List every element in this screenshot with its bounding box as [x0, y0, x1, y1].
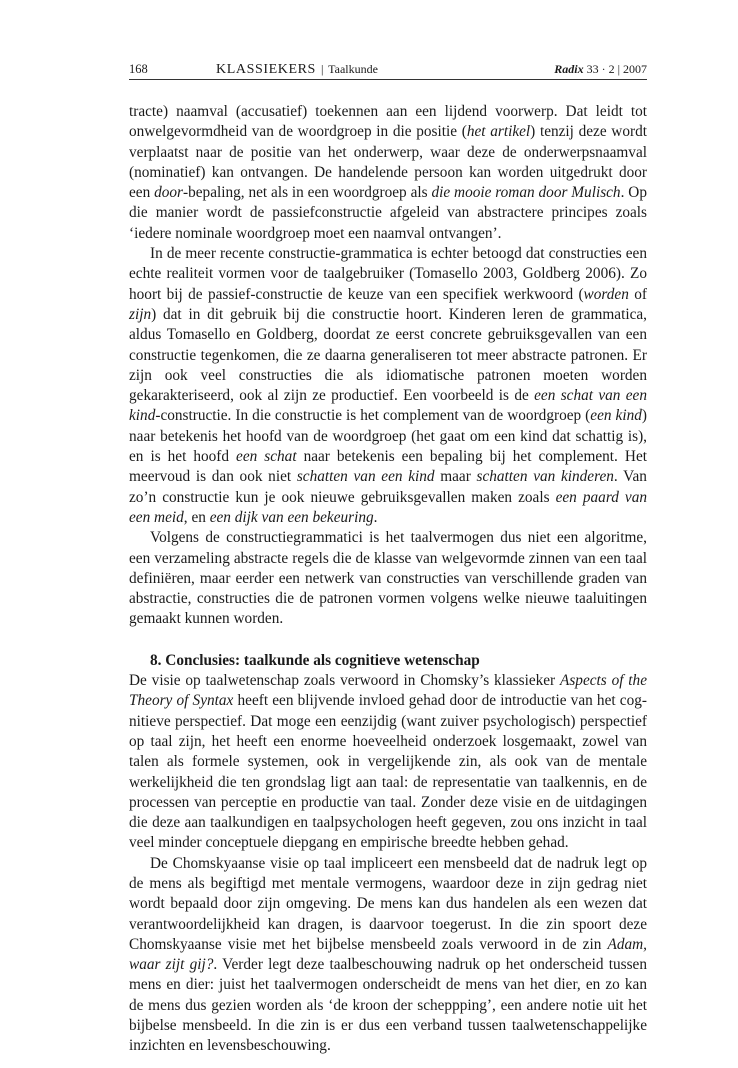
paragraph [129, 244, 647, 528]
journal-name: Radix [554, 62, 584, 76]
paragraph [129, 102, 647, 244]
italic-phrase: schatten van kinderen [476, 468, 614, 486]
section-heading: 8. Conclusies: taalkunde als cognitieve wetenschap [150, 651, 480, 669]
italic-phrase: Adam, waar zijt gij? [129, 935, 647, 974]
italic-phrase: het artikel [466, 123, 531, 141]
italic-phrase: een dijk van een bekeuring [209, 508, 374, 526]
section-label: Taalkunde [328, 62, 378, 76]
header-separator: | [320, 62, 324, 76]
paragraph [129, 854, 647, 1057]
text-run: of [628, 285, 647, 303]
italic-phrase: een schat [236, 448, 297, 466]
text-run: . [373, 508, 378, 526]
text-run: , en [183, 508, 210, 526]
text-run: tracte) naamval (accusatief) toekennen aan een lijdend voorwerp. Dat leidt tot onwelgevormdheid van de woordgroep in die positie ( [129, 103, 647, 141]
italic-phrase: zijn [129, 305, 152, 323]
italic-phrase: worden [583, 285, 629, 303]
text-run: De visie op taalwetenschap zoals verwoord in Chomsky’s klassieker [129, 672, 560, 690]
text-run: . Op die manier wordt de passiefconstructie afgeleid van abstractere principes zoals ‘iedere nominale woordgroep moet een naamval ontvangen’. [129, 184, 647, 242]
journal-citation [554, 60, 647, 78]
running-head [129, 60, 647, 78]
paragraph [129, 671, 647, 854]
text-run: In de meer recente constructie-grammatica is echter betoogd dat constructies een echte realiteit vormen voor de taalgebruiker (Tomasello 2003, Goldberg 2006). Zo hoort bij de passief-constructie de keuze van een specifiek werkwoord ( [129, 245, 647, 303]
text-run: Volgens de constructiegrammatici is het taalvermogen dus niet een algoritme, een verzameling abstracte regels die de klasse van welgevormde zinnen van een taal definiëren, maar eerder een netwerk van constructies van verschillende graden van abstractie, constructies die de patronen vormen volgens welke nieuwe taaluitingen gemaakt kunnen worden. [129, 529, 647, 628]
italic-phrase: Aspects of the Theory of Syntax [129, 672, 647, 710]
header-rule [129, 79, 647, 80]
text-run: ) dat in dit gebruik bij die constructie hoort. Kinderen leren de grammatica, aldus Tomasello en Goldberg, doordat ze eerst concrete gebruiksgevallen van een constructie tegenkomen, die ze daarna generaliseren tot meer abstracte patronen. Er zijn ook veel constructies die als idiomatische patronen moeten worden gekarakteriseerd, ook al zijn ze productief. Een voorbeeld is de [129, 305, 647, 405]
text-run: . Van zo’n constructie kun je ook nieuwe gebruiksgevallen maken zoals [129, 468, 647, 506]
italic-phrase: schatten van een kind [296, 468, 435, 486]
text-run: naar betekenis een bepaling bij het complement. Het meervoud is dan ook niet [129, 448, 647, 486]
text-run: maar [434, 468, 477, 486]
paragraph [129, 528, 647, 629]
text-run: ) tenzij deze wordt verplaatst naar de positie van het onderwerp, waar deze de onderwerpsnaamval (nominatief) kan ontvangen. De handelende persoon kan worden uitgedrukt door een [129, 123, 648, 202]
italic-phrase: die mooie roman door Mulisch [431, 184, 621, 202]
journal-issue: 33 · 2 | 2007 [586, 62, 647, 76]
text-run: ) naar betekenis het hoofd van de woordgroep (het gaat om een kind dat schattig is), en is het hoofd [129, 407, 647, 466]
italic-phrase: een kind [590, 407, 642, 425]
body-text [129, 102, 647, 1057]
italic-phrase: een paard van een meid [129, 488, 647, 526]
italic-phrase: door [154, 184, 184, 202]
series-title: KLASSIEKERS [216, 62, 316, 77]
page-number: 168 [129, 62, 148, 76]
text-run: . Verder legt deze taalbeschouwing nadruk op het onderscheid tussen mens en dier: juist het taalvermogen onderscheidt de mens van het dier, en zo kan de mens dus gezien worden als ‘de kroon der scheppping’, een andere notie uit het bijbelse mensbeeld. In die zin is er dus een verband tussen taalwetenschappelijke inzichten en levensbeschouwing. [129, 956, 647, 1055]
journal-section-header [216, 60, 378, 79]
text-run: -constructie. In die constructie is het complement van de woordgroep ( [155, 407, 591, 425]
text-run: heeft een blijvende invloed gehad door de introductie van het cognitieve perspectief. Dat moge een eenzijdig (want zuiver psychologisch) perspectief op taal zijn, het heeft een enorme hoeveelheid onderzoek losgemaakt, zowel van talen als formele systemen, ook in vergelijkende zin, als ook van de mentale werkelijkheid die ten grondslag ligt aan taal: de representatie van taalkennis, en de processen van perceptie en productie van taal. Zonder deze visie en de uitdagingen die deze aan taalkundigen en taalpsychologen heeft gegeven, zou ons inzicht in taal veel minder conceptuele diepgang en empirische breedte hebben gehad. [129, 692, 647, 852]
italic-phrase: een schat van een kind [129, 387, 647, 425]
text-run: -bepaling, net als in een woordgroep als [183, 184, 432, 202]
text-run: De Chomskyaanse visie op taal impliceert een mensbeeld dat de nadruk legt op de mens als begiftigd met mentale vermogens, waardoor deze in zijn gedrag niet wordt bepaald door zijn omgeving. De mens kan dus handelen als een wezen dat verantwoordelijkheid kan dragen, is daarvoor toegerust. In die zin spoort deze Chomskyaanse visie met het bijbelse mensbeeld zoals verwoord in de zin [129, 854, 647, 953]
